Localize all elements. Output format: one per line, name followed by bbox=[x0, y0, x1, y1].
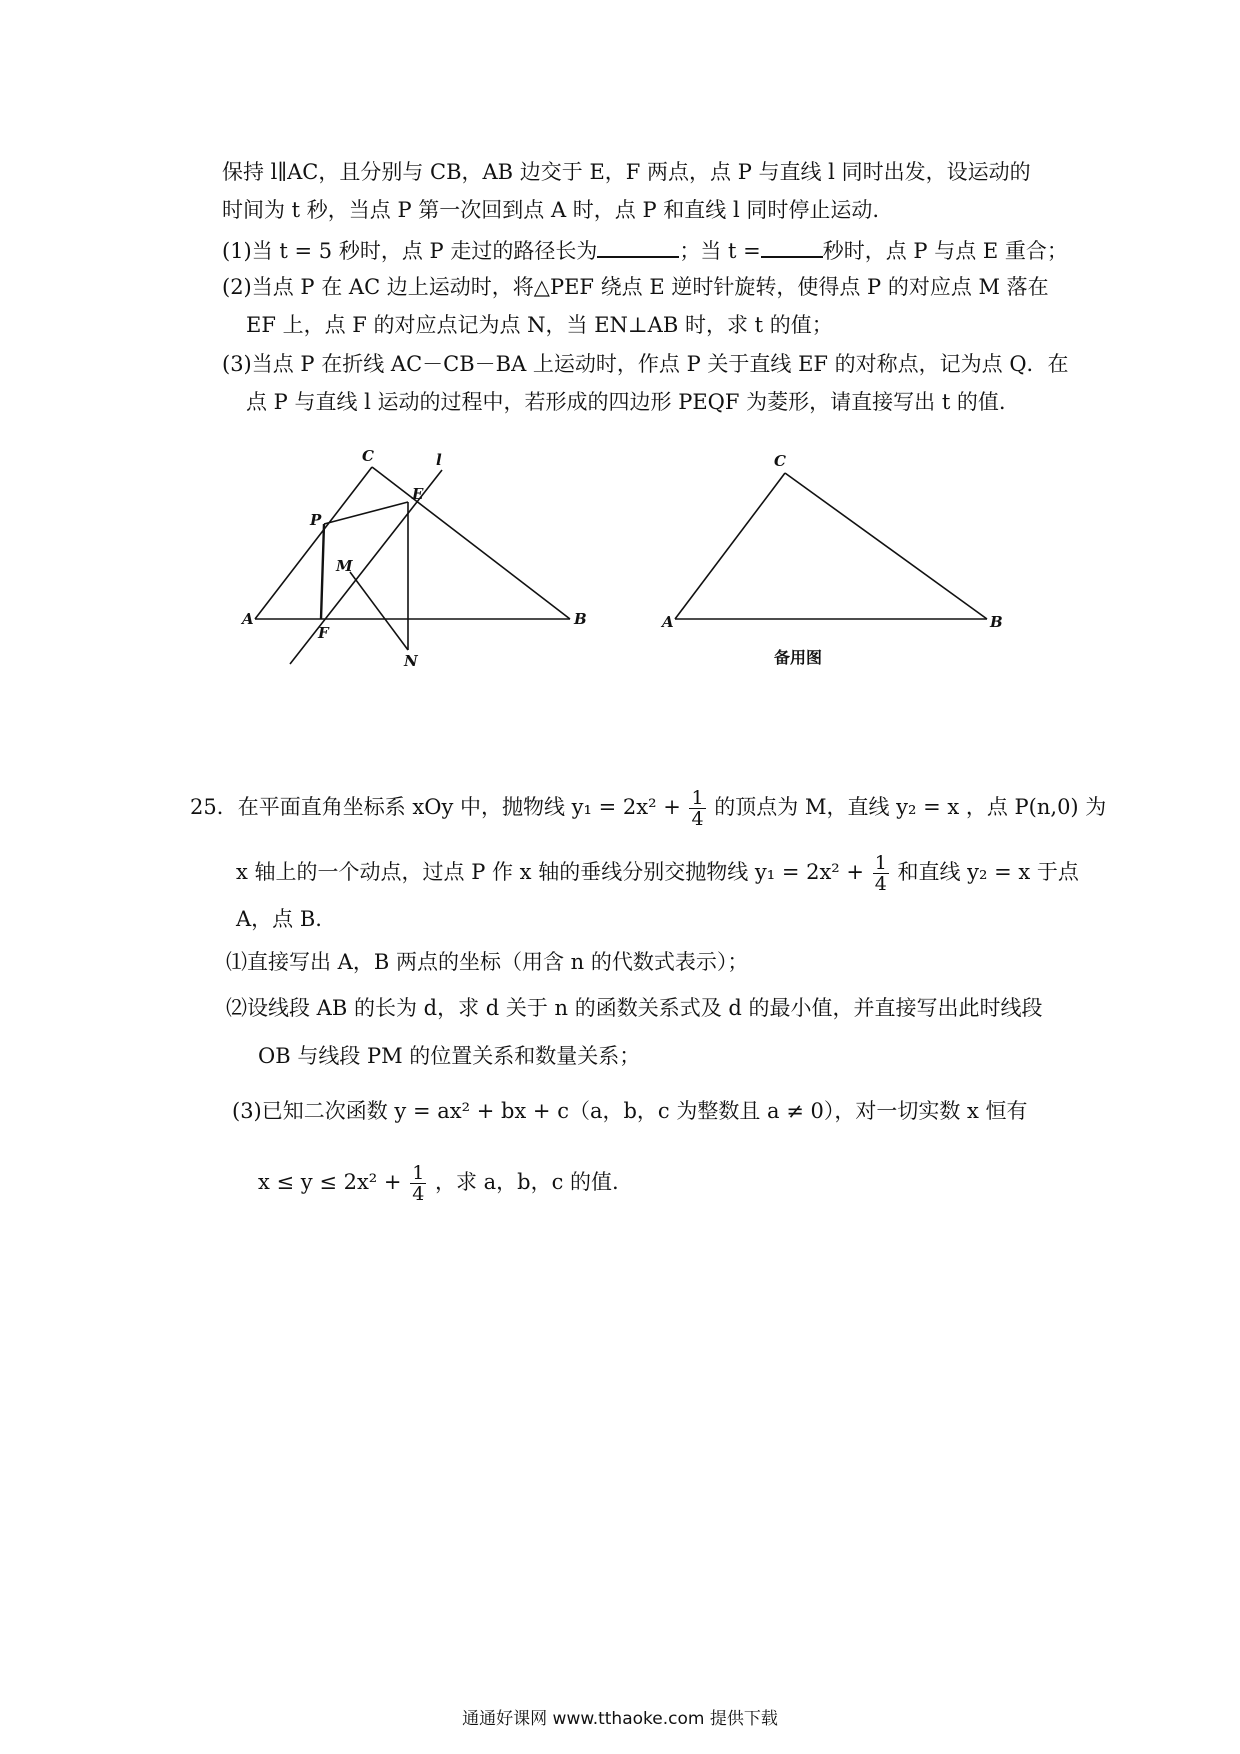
label-l: l bbox=[436, 451, 442, 469]
q25-part3-text-a: x ≤ y ≤ 2x² + bbox=[258, 1170, 402, 1194]
label-c: C bbox=[362, 447, 374, 465]
fraction-numerator: 1 bbox=[691, 787, 704, 809]
q25-line1-text-b: 的顶点为 M，直线 y₂ = x ，点 P(n,0) 为 bbox=[714, 795, 1107, 819]
label-m: M bbox=[336, 557, 353, 575]
q24-part1-text-a: (1)当 t = 5 秒时，点 P 走过的路径长为 bbox=[222, 239, 598, 263]
label-b: B bbox=[574, 610, 587, 628]
fraction-one-quarter-2 bbox=[873, 853, 889, 894]
q24-part2-line2: EF 上，点 F 的对应点记为点 N，当 EN⊥AB 时，求 t 的值； bbox=[246, 313, 833, 337]
figure-spare-diagram bbox=[650, 440, 1020, 680]
page-footer: 通通好课网 www.tthaoke.com 提供下载 bbox=[462, 1709, 778, 1729]
spare-label-a: A bbox=[662, 613, 674, 631]
spare-segment-cb bbox=[785, 473, 987, 619]
spare-segment-ac bbox=[675, 473, 785, 619]
fraction-one-quarter bbox=[689, 788, 705, 829]
q25-part3-line2 bbox=[258, 1163, 619, 1204]
label-e: E bbox=[412, 485, 424, 503]
q24-part1-text-c: 秒时，点 P 与点 E 重合； bbox=[822, 239, 1068, 263]
q25-line1 bbox=[190, 788, 1106, 829]
fraction-numerator: 1 bbox=[874, 852, 887, 874]
answer-blank-2[interactable] bbox=[761, 234, 823, 258]
label-p: P bbox=[310, 511, 322, 529]
q24-part3-line1: (3)当点 P 在折线 AC－CB－BA 上运动时，作点 P 关于直线 EF 的对称点，记为点 Q．在 bbox=[222, 352, 1069, 376]
q25-part1: ⑴直接写出 A，B 两点的坐标（用含 n 的代数式表示）； bbox=[226, 950, 749, 974]
q24-part1-text-b: ；当 t = bbox=[679, 239, 761, 263]
spare-caption: 备用图 bbox=[774, 648, 823, 667]
spare-label-c: C bbox=[774, 452, 786, 470]
answer-blank-1[interactable] bbox=[597, 234, 679, 258]
q24-line2: 时间为 t 秒，当点 P 第一次回到点 A 时，点 P 和直线 l 同时停止运动. bbox=[222, 198, 880, 222]
fraction-denominator: 4 bbox=[874, 873, 887, 895]
segment-mn bbox=[350, 572, 408, 650]
q25-part2-line1: ⑵设线段 AB 的长为 d，求 d 关于 n 的函数关系式及 d 的最小值，并直接写出此时线段 bbox=[226, 996, 1043, 1020]
q25-part3-line1: (3)已知二次函数 y = ax² + bx + c（a，b，c 为整数且 a ≠ 0），对一切实数 x 恒有 bbox=[232, 1099, 1028, 1123]
label-n: N bbox=[404, 652, 418, 670]
fraction-numerator: 1 bbox=[412, 1162, 425, 1184]
q25-part3-text-b: ，求 a，b，c 的值. bbox=[434, 1170, 619, 1194]
fraction-one-quarter-3 bbox=[410, 1163, 426, 1204]
fraction-denominator: 4 bbox=[691, 808, 704, 830]
segment-ac bbox=[255, 467, 372, 619]
q25-line1-text-a: 25．在平面直角坐标系 xOy 中，抛物线 y₁ = 2x² + bbox=[190, 795, 681, 819]
label-a: A bbox=[242, 610, 254, 628]
q25-line2 bbox=[236, 853, 1079, 894]
q24-part3-line2: 点 P 与直线 l 运动的过程中，若形成的四边形 PEQF 为菱形，请直接写出 t 的值. bbox=[246, 390, 1006, 414]
q24-line1: 保持 l∥AC，且分别与 CB，AB 边交于 E，F 两点，点 P 与直线 l 同时出发，设运动的 bbox=[222, 160, 1031, 184]
q25-part2-line2: OB 与线段 PM 的位置关系和数量关系； bbox=[258, 1044, 641, 1068]
spare-label-b: B bbox=[990, 613, 1003, 631]
q25-line3: A，点 B. bbox=[236, 907, 322, 931]
figure-main-diagram bbox=[230, 440, 600, 680]
q24-part1 bbox=[222, 234, 1068, 266]
q25-line2-text-a: x 轴上的一个动点，过点 P 作 x 轴的垂线分别交抛物线 y₁ = 2x² + bbox=[236, 860, 864, 884]
q25-line2-text-b: 和直线 y₂ = x 于点 bbox=[897, 860, 1079, 884]
q24-part2-line1: (2)当点 P 在 AC 边上运动时，将△PEF 绕点 E 逆时针旋转，使得点 P 的对应点 M 落在 bbox=[222, 275, 1049, 299]
fraction-denominator: 4 bbox=[412, 1183, 425, 1205]
label-f: F bbox=[318, 624, 329, 642]
segment-cb bbox=[372, 467, 570, 619]
segment-pf bbox=[321, 524, 324, 619]
